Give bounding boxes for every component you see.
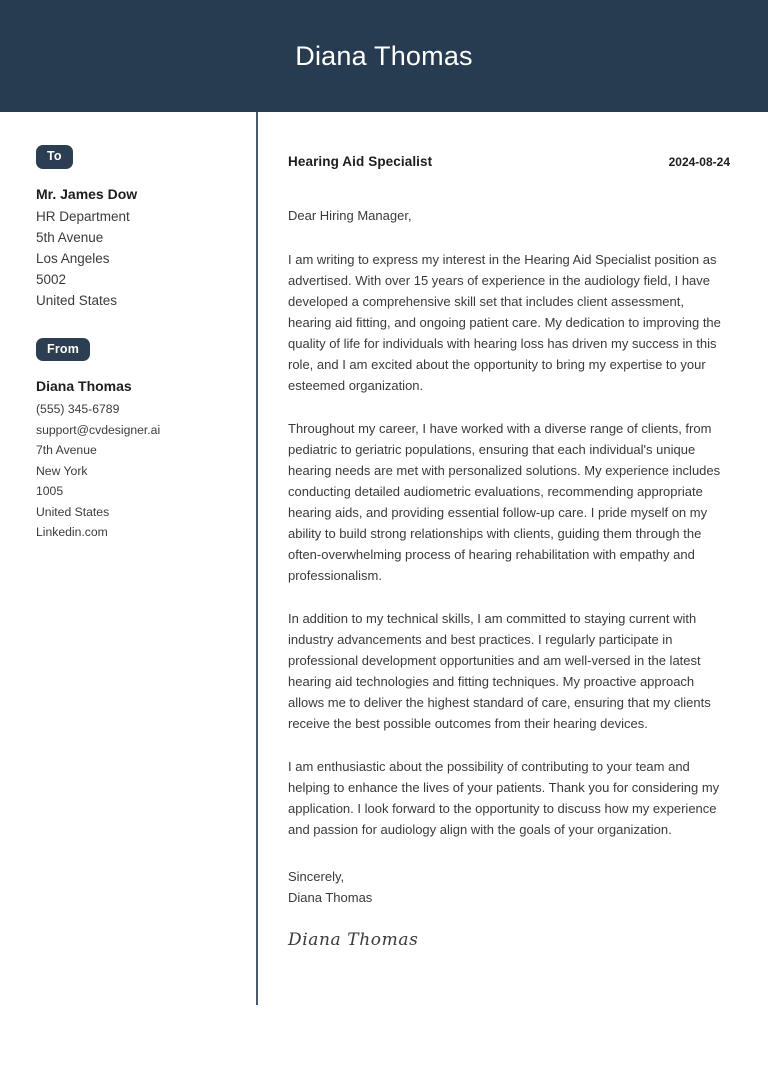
sender-line: United States: [36, 504, 110, 519]
letter-paragraph: In addition to my technical skills, I am committed to staying current with industry advancements and best practices. I regularly participate in professional development opportunities and am well-versed in the latest hearing aid technologies and fitting techniques. My proactive approach allows me to deliver the highest standard of care, ensuring that my clients receive the best possible outcomes from their hearing devices.: [288, 611, 711, 731]
recipient-line: 5th Avenue: [36, 229, 104, 245]
sender-line: New York: [36, 463, 88, 478]
recipient-line: HR Department: [36, 208, 130, 224]
letter-closing: [288, 866, 730, 908]
closing-salutation: Sincerely,: [288, 869, 345, 884]
signature: Diana Thomas: [288, 930, 419, 950]
recipient-name: Mr. James Dow: [36, 185, 138, 202]
recipient-address-block: [36, 145, 238, 311]
letter-paragraph: Throughout my career, I have worked with a diverse range of clients, from pediatric to geriatric populations, ensuring that each individual's unique hearing needs are met with personalized solutions. My experience includes conducting detailed audiometric evaluations, recommending appropriate hearing aids, and providing essential follow-up care. I pride myself on my ability to build strong relationships with clients, guiding them through the often-overwhelming process of hearing rehabilitation with empathy and professionalism.: [288, 421, 721, 583]
recipient-line: United States: [36, 292, 118, 308]
salutation: Dear Hiring Manager,: [288, 208, 412, 223]
sender-line: 7th Avenue: [36, 443, 97, 457]
document-body: [0, 112, 768, 1005]
sender-name: Diana Thomas: [36, 378, 132, 394]
recipient-line: 5002: [36, 271, 67, 287]
letter-header-row: [288, 154, 730, 169]
sender-linkedin[interactable]: Linkedin.com: [36, 525, 108, 539]
letter-paragraph: I am writing to express my interest in the Hearing Aid Specialist position as advertised. With over 15 years of experience in the audiology field, I have developed a comprehensive skill set that includes client assessment, hearing aid fitting, and ongoing patient care. My dedication to improving the quality of life for individuals with hearing loss has driven my success in this role, and I am excited about the opportunity to bring my expertise to your esteemed organization.: [288, 252, 721, 393]
from-badge: From: [36, 338, 90, 362]
letter-date: 2024-08-24: [668, 155, 730, 169]
recipient-address-lines: [36, 184, 238, 311]
to-badge: To: [36, 145, 73, 169]
sender-address-block: [36, 338, 238, 543]
cover-letter-content: [258, 112, 768, 950]
sender-phone: (555) 345-6789: [36, 402, 120, 416]
sidebar-address-panel: [0, 112, 256, 543]
page-title: Diana Thomas: [295, 40, 473, 71]
sender-address-lines: [36, 376, 238, 543]
sender-email[interactable]: support@cvdesigner.ai: [36, 422, 161, 437]
sender-line: 1005: [36, 484, 64, 498]
recipient-line: Los Angeles: [36, 250, 110, 266]
closing-name: Diana Thomas: [288, 890, 373, 905]
job-title: Hearing Aid Specialist: [288, 154, 433, 169]
letter-paragraph: I am enthusiastic about the possibility of contributing to your team and helping to enhance the lives of your patients. Thank you for considering my application. I look forward to the opportunity to discuss how my experience and passion for audiology align with the goals of your organization.: [288, 759, 720, 837]
document-header-band: [0, 0, 768, 112]
